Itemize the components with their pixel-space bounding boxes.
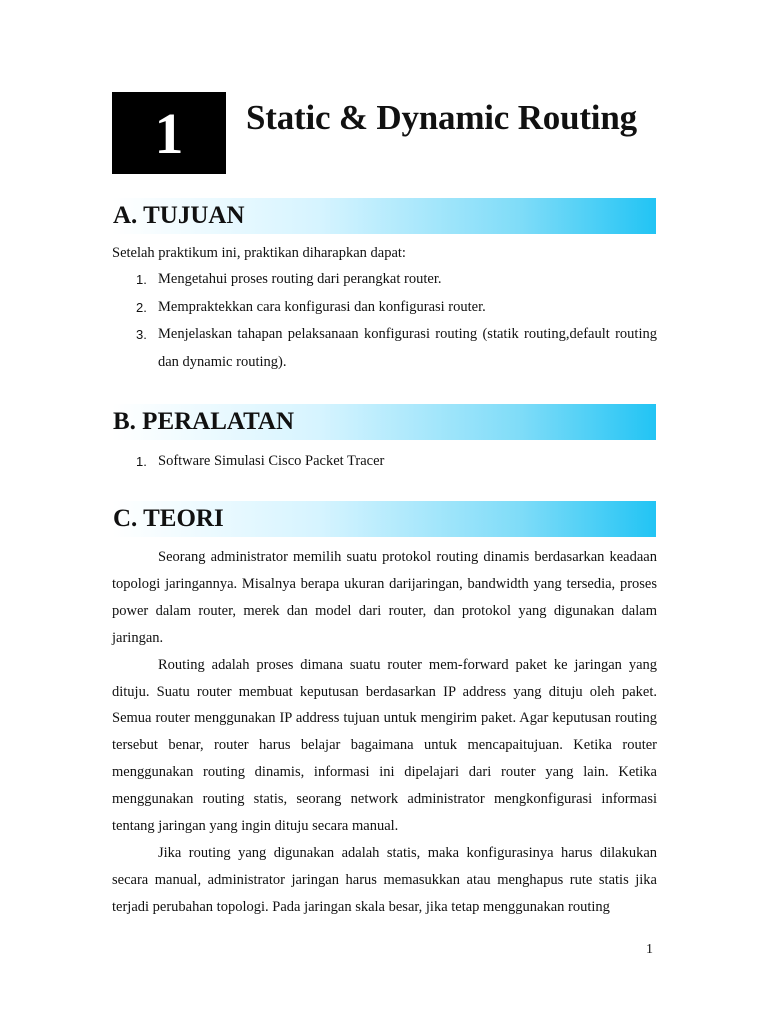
peralatan-list bbox=[112, 448, 657, 476]
list-item bbox=[112, 448, 657, 476]
section-header-peralatan bbox=[112, 404, 656, 440]
section-header-teori bbox=[112, 501, 656, 537]
body-paragraph: Seorang administrator memilih suatu protokol routing dinamis berdasarkan keadaan topologi jaringannya. Misalnya berapa ukuran darijaringan, bandwidth yang tersedia, proses power dalam router, merek dan model dari router, dan protokol yang digunakan dalam jaringan. bbox=[112, 549, 657, 646]
body-paragraph: Routing adalah proses dimana suatu router mem-forward paket ke jaringan yang dituju. Suatu router membuat keputusan berdasarkan IP address yang dituju oleh paket. Semua router menggunakan IP address tujuan untuk mengirim paket. Agar keputusan routing tersebut benar, router harus belajar bagaimana untuk mencapaitujuan. Ketika router menggunakan routing dinamis, informasi ini dipelajari dari router yang lain. Ketika menggunakan routing statis, seorang network administrator mengkonfigurasi informasi tentang jaringan yang ingin dituju secara manual. bbox=[112, 656, 657, 835]
body-paragraph: Jika routing yang digunakan adalah statis, maka konfigurasinya harus dilakukan secara manual, administrator jaringan harus memasukkan atau menghapus rute statis jika terjadi perubahan topologi. Pada jaringan skala besar, jika tetap menggunakan routing bbox=[112, 844, 657, 915]
list-item-number: 2. bbox=[136, 299, 147, 315]
page-number: 1 bbox=[646, 942, 653, 957]
teori-body bbox=[112, 544, 657, 921]
chapter-number: 1 bbox=[154, 100, 184, 166]
section-header-tujuan bbox=[112, 198, 656, 234]
section-heading-tujuan: A. TUJUAN bbox=[113, 202, 245, 229]
list-item bbox=[112, 294, 657, 322]
list-item-number: 3. bbox=[136, 327, 147, 342]
list-item-text: Software Simulasi Cisco Packet Tracer bbox=[158, 453, 385, 469]
list-item-number: 1. bbox=[136, 272, 147, 287]
chapter-title: Static & Dynamic Routing bbox=[246, 98, 637, 137]
list-item-number: 1. bbox=[136, 454, 147, 469]
tujuan-intro: Setelah praktikum ini, praktikan diharapkan dapat: bbox=[112, 245, 406, 261]
list-item-text: Mengetahui proses routing dari perangkat router. bbox=[158, 271, 442, 287]
list-item bbox=[112, 321, 657, 376]
section-heading-teori: C. TEORI bbox=[113, 505, 224, 532]
list-item bbox=[112, 266, 657, 294]
list-item-text: Menjelaskan tahapan pelaksanaan konfigurasi routing (statik routing,default routing dan dynamic routing). bbox=[158, 326, 657, 370]
tujuan-list bbox=[112, 266, 657, 376]
chapter-number-box bbox=[112, 92, 226, 174]
list-item-text: Mempraktekkan cara konfigurasi dan konfigurasi router. bbox=[158, 298, 486, 315]
section-heading-peralatan: B. PERALATAN bbox=[113, 408, 295, 435]
